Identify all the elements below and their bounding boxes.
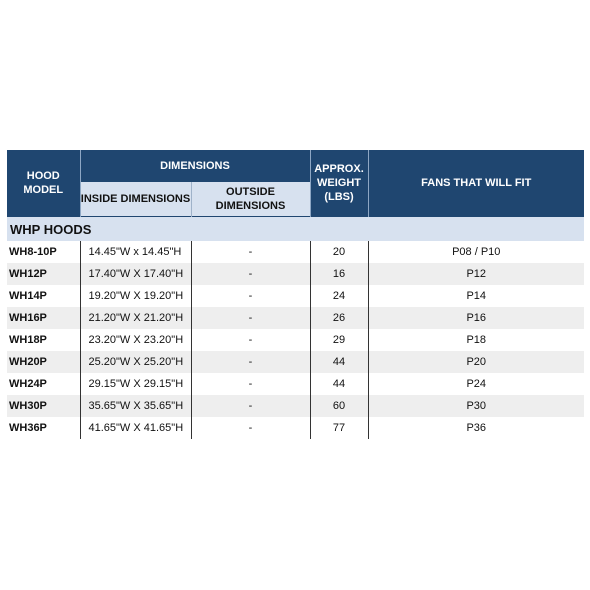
table-row bbox=[7, 263, 584, 285]
header-inside-dimensions: INSIDE DIMENSIONS bbox=[80, 182, 191, 217]
cell-fans: P16 bbox=[368, 307, 584, 329]
header-hood-model: HOOD MODEL bbox=[7, 150, 80, 217]
cell-weight: 16 bbox=[310, 263, 368, 285]
cell-model: WH16P bbox=[7, 307, 80, 329]
table-row bbox=[7, 285, 584, 307]
header-dimensions: DIMENSIONS bbox=[80, 150, 310, 182]
cell-inside-dimensions: 21.20"W X 21.20"H bbox=[80, 307, 191, 329]
cell-model: WH36P bbox=[7, 417, 80, 439]
cell-model: WH18P bbox=[7, 329, 80, 351]
cell-outside-dimensions: - bbox=[191, 263, 310, 285]
table-body bbox=[7, 217, 584, 440]
cell-weight: 26 bbox=[310, 307, 368, 329]
hood-spec-table bbox=[7, 150, 584, 439]
section-title: WHP HOODS bbox=[7, 217, 584, 242]
cell-fans: P36 bbox=[368, 417, 584, 439]
cell-weight: 20 bbox=[310, 241, 368, 263]
cell-outside-dimensions: - bbox=[191, 395, 310, 417]
cell-weight: 24 bbox=[310, 285, 368, 307]
header-outside-dimensions: OUTSIDE DIMENSIONS bbox=[191, 182, 310, 217]
cell-weight: 29 bbox=[310, 329, 368, 351]
cell-outside-dimensions: - bbox=[191, 285, 310, 307]
header-approx-weight: APPROX. WEIGHT (LBS) bbox=[310, 150, 368, 217]
cell-outside-dimensions: - bbox=[191, 307, 310, 329]
cell-fans: P12 bbox=[368, 263, 584, 285]
cell-inside-dimensions: 17.40"W X 17.40"H bbox=[80, 263, 191, 285]
cell-weight: 44 bbox=[310, 373, 368, 395]
table-header bbox=[7, 150, 584, 217]
cell-fans: P24 bbox=[368, 373, 584, 395]
cell-fans: P14 bbox=[368, 285, 584, 307]
cell-inside-dimensions: 41.65"W X 41.65"H bbox=[80, 417, 191, 439]
cell-outside-dimensions: - bbox=[191, 373, 310, 395]
cell-model: WH14P bbox=[7, 285, 80, 307]
cell-inside-dimensions: 25.20"W X 25.20"H bbox=[80, 351, 191, 373]
table-row bbox=[7, 373, 584, 395]
cell-inside-dimensions: 14.45"W x 14.45"H bbox=[80, 241, 191, 263]
table-row bbox=[7, 241, 584, 263]
table-row bbox=[7, 307, 584, 329]
cell-model: WH12P bbox=[7, 263, 80, 285]
table-row bbox=[7, 329, 584, 351]
cell-outside-dimensions: - bbox=[191, 351, 310, 373]
cell-model: WH20P bbox=[7, 351, 80, 373]
table-row bbox=[7, 351, 584, 373]
cell-fans: P30 bbox=[368, 395, 584, 417]
cell-fans: P08 / P10 bbox=[368, 241, 584, 263]
table-row bbox=[7, 417, 584, 439]
cell-inside-dimensions: 23.20"W X 23.20"H bbox=[80, 329, 191, 351]
cell-outside-dimensions: - bbox=[191, 329, 310, 351]
cell-inside-dimensions: 19.20"W X 19.20"H bbox=[80, 285, 191, 307]
cell-model: WH30P bbox=[7, 395, 80, 417]
table-row bbox=[7, 395, 584, 417]
cell-weight: 60 bbox=[310, 395, 368, 417]
cell-inside-dimensions: 35.65"W X 35.65"H bbox=[80, 395, 191, 417]
cell-weight: 44 bbox=[310, 351, 368, 373]
cell-outside-dimensions: - bbox=[191, 417, 310, 439]
cell-model: WH8-10P bbox=[7, 241, 80, 263]
cell-fans: P20 bbox=[368, 351, 584, 373]
cell-weight: 77 bbox=[310, 417, 368, 439]
section-header bbox=[7, 217, 584, 242]
cell-fans: P18 bbox=[368, 329, 584, 351]
cell-inside-dimensions: 29.15"W X 29.15"H bbox=[80, 373, 191, 395]
header-fans: FANS THAT WILL FIT bbox=[368, 150, 584, 217]
cell-outside-dimensions: - bbox=[191, 241, 310, 263]
cell-model: WH24P bbox=[7, 373, 80, 395]
